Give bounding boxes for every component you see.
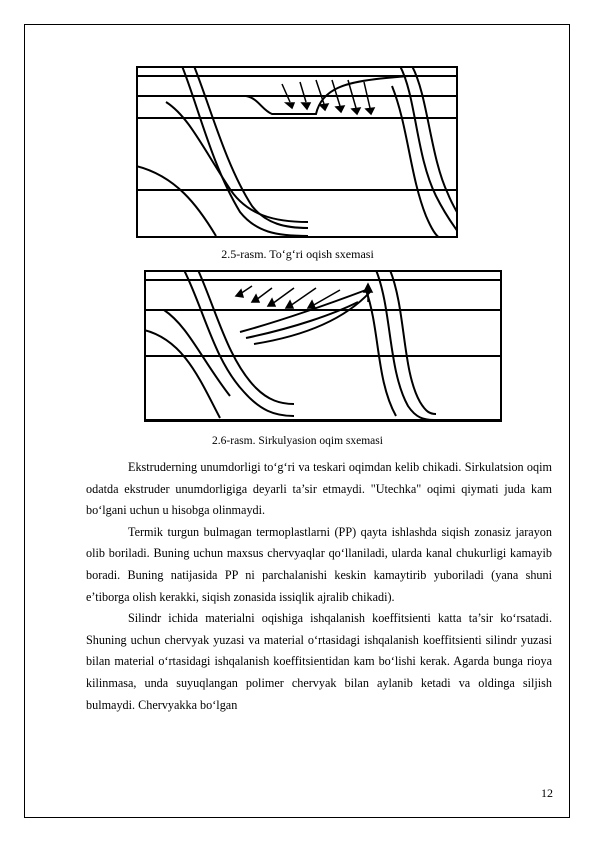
page-number: 12 bbox=[541, 786, 553, 800]
paragraph: Termik turgun bulmagan termoplastlarni (PP) qayta ishlashda siqish zonasiz jarayon olib boriladi. Buning uchun maxsus chervyaqlar qo‘llaniladi, ularda kanal chukurligi kamayib boradi. Buning natijasida PP ni parchalanishi keskin kamaytirib yuboriladi (yana shuni e’tiborga olish kerakki, siqish zonasida issiqlik ajralib chikadi). bbox=[86, 524, 552, 604]
body-text bbox=[86, 457, 552, 716]
figure-caption: 2.5-rasm. To‘g‘ri oqish sxemasi bbox=[221, 247, 374, 261]
figure-circulation-flow-diagram bbox=[144, 270, 502, 422]
paragraph: Silindr ichida materialni oqishiga ishqalanish koeffitsienti katta ta’sir ko‘rsatadi. Shuning uchun chervyak yuzasi va material o‘rtasidagi ishqalanish koeffitsienti silindr yuzasi bilan material o‘rtasidagi ishqalanish koeffitsientidan kam bo‘lishi kerak. Agarda bunga rioya kilinmasa, unda suyuqlangan polimer chervyak bilan aylanib ketadi va oldinga siljish bulmaydi. Chervyakka bo‘lgan bbox=[86, 611, 552, 712]
figure-straight-flow-diagram bbox=[136, 66, 458, 238]
figure-caption: 2.6-rasm. Sirkulyasion oqim sxemasi bbox=[212, 435, 383, 447]
screw-flight-left bbox=[182, 66, 308, 236]
paragraph: Ekstruderning unumdorligi to‘g‘ri va teskari oqimdan kelib chikadi. Sirkulatsion oqim odatda ekstruder unumdorligiga deyarli ta’sir etmaydi. "Utechka" oqimi qiymati juda kam bo‘lgani uchun u hisobga olinmaydi. bbox=[86, 460, 552, 518]
